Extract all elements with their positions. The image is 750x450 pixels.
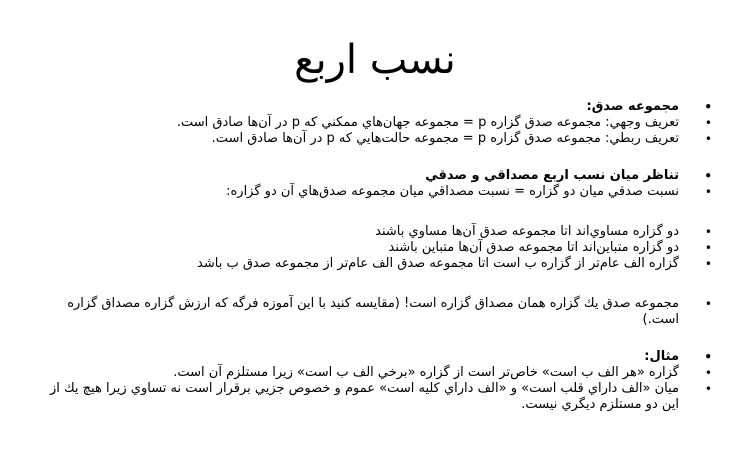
bullet-group-truth-set bbox=[40, 99, 712, 147]
list-item: • دو گزاره متباين‌اند اتا مجموعه صدق آن‌ها متباين باشند bbox=[40, 240, 712, 256]
list-item: • گزاره «هر الف ب است» خاص‌تر است از گزاره «برخي الف ب است» زيرا مستلزم آن است. bbox=[40, 365, 712, 381]
list-item: • مثال: bbox=[40, 349, 712, 365]
list-item: • دو گزاره مساوي‌اند اتا مجموعه صدق آن‌ها مساوي باشند bbox=[40, 224, 712, 240]
slide-title: نسب اربع bbox=[294, 37, 456, 83]
list-item: • ميان «الف داراي قلب است» و «الف داراي كليه است» عموم و خصوص جزيي برقرار است نه تساوي زيرا هيچ يك از اين دو مستلزم ديگري نيست. bbox=[40, 381, 712, 413]
list-item: • مجموعه صدق: bbox=[40, 99, 712, 115]
bullet-group-example bbox=[40, 349, 712, 413]
bullet-group-frege bbox=[40, 296, 712, 328]
bullet-group-relations bbox=[40, 224, 712, 272]
list-item: • مجموعه صدق يك گزاره همان مصداق گزاره است! (مقايسه كنيد با اين آموزه فرگه كه ارزش گزاره مصداق گزاره است.) bbox=[40, 296, 712, 328]
list-item: • تناظر ميان نسب اربع مصداقي و صدقي bbox=[40, 168, 712, 184]
bullet-group-correspondence bbox=[40, 168, 712, 200]
list-item: • تعريف وجهي: مجموعه صدق گزاره p = مجموعه جهان‌هاي ممكني كه p در آن‌ها صادق است. bbox=[40, 115, 712, 131]
list-item: • نسبت صدقي ميان دو گزاره = نسبت مصداقي ميان مجموعه صدق‌هاي آن دو گزاره: bbox=[40, 184, 712, 200]
list-item: • گزاره الف عام‌تر از گزاره ب است اتا مجموعه صدق الف عام‌تر از مجموعه صدق ب باشد bbox=[40, 256, 712, 272]
slide-content bbox=[40, 99, 712, 413]
list-item: • تعريف ربطي: مجموعه صدق گزاره p = مجموعه حالت‌هايي كه p در آن‌ها صادق است. bbox=[40, 131, 712, 147]
